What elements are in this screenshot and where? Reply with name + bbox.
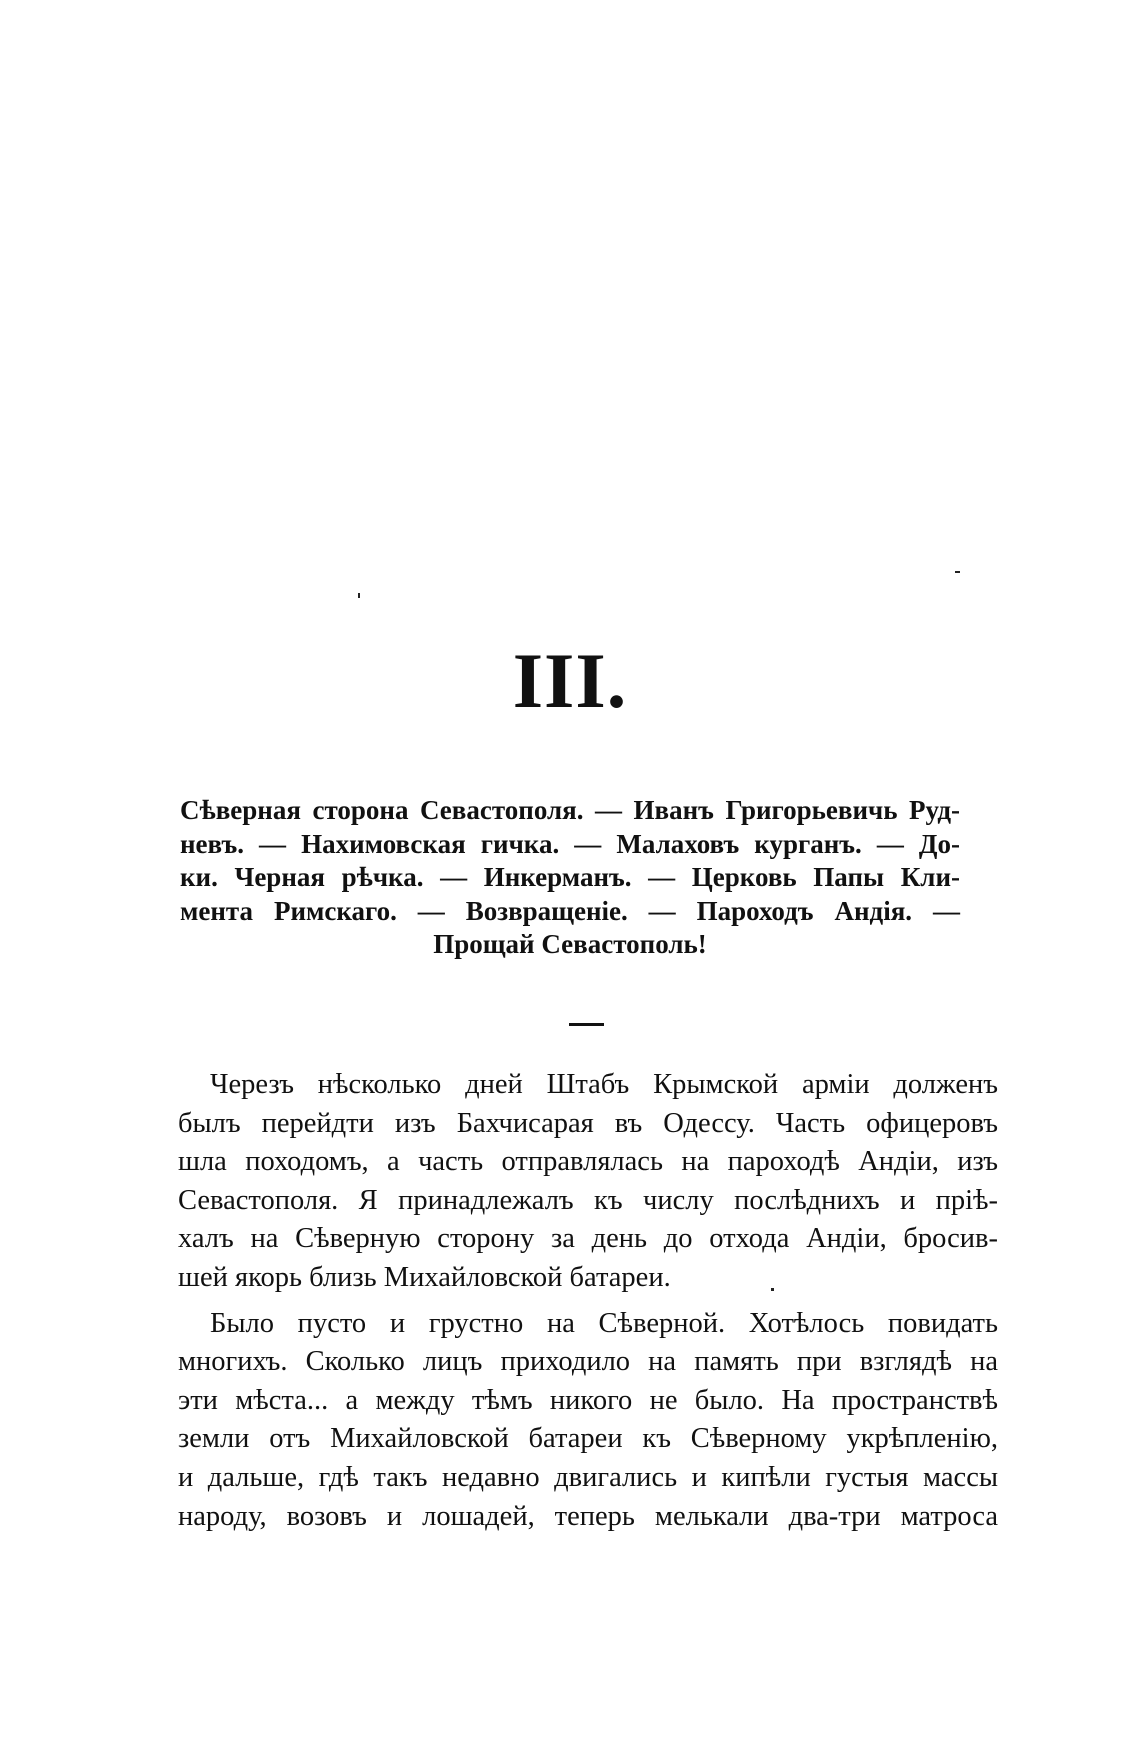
text-line: шла походомъ, а часть отправлялась на пароходѣ Андіи, изъ xyxy=(178,1146,998,1178)
text-line: народу, возовъ и лошадей, теперь мелькали два-три матроса xyxy=(178,1500,998,1532)
paragraph-gap xyxy=(178,1298,998,1305)
summary-line: мента Римскаго. — Возвращеніе. — Пароходъ Андія. — xyxy=(180,895,960,926)
text-line: Севастополя. Я принадлежалъ къ числу послѣднихъ и пріѣ- xyxy=(178,1184,998,1216)
summary-line: Прощай Севастополь! xyxy=(433,929,707,959)
section-separator xyxy=(569,1023,604,1026)
text-line: шей якорь близь Михайловской батареи. xyxy=(178,1261,671,1293)
chapter-summary xyxy=(180,794,960,962)
summary-line: невъ. — Нахимовская гичка. — Малаховъ курганъ. — До- xyxy=(180,828,960,859)
text-line: земли отъ Михайловской батареи къ Сѣверному укрѣпленію, xyxy=(178,1423,998,1455)
summary-line: ки. Черная рѣчка. — Инкерманъ. — Церковь Папы Кли- xyxy=(180,862,960,892)
ink-speck xyxy=(955,571,960,573)
text-line: халъ на Сѣверную сторону за день до отхода Андіи, бросив- xyxy=(178,1223,998,1255)
text-line: и дальше, гдѣ такъ недавно двигались и кипѣли густыя массы xyxy=(178,1461,998,1493)
text-line: Черезъ нѣсколько дней Штабъ Крымской арміи долженъ xyxy=(210,1069,998,1100)
text-line: многихъ. Сколько лицъ приходило на память при взглядѣ на xyxy=(178,1346,998,1378)
chapter-number: III. xyxy=(512,637,628,724)
ink-speck xyxy=(358,593,360,598)
summary-line: Сѣверная сторона Севастополя. — Иванъ Григорьевичь Руд- xyxy=(180,795,960,825)
text-line: эти мѣста... а между тѣмъ никого не было. На пространствѣ xyxy=(178,1384,998,1416)
text-line: Было пусто и грустно на Сѣверной. Хотѣлось повидать xyxy=(210,1307,998,1339)
text-line: былъ перейдти изъ Бахчисарая въ Одессу. Часть офицеровъ xyxy=(178,1107,998,1139)
body-text xyxy=(178,1066,998,1536)
